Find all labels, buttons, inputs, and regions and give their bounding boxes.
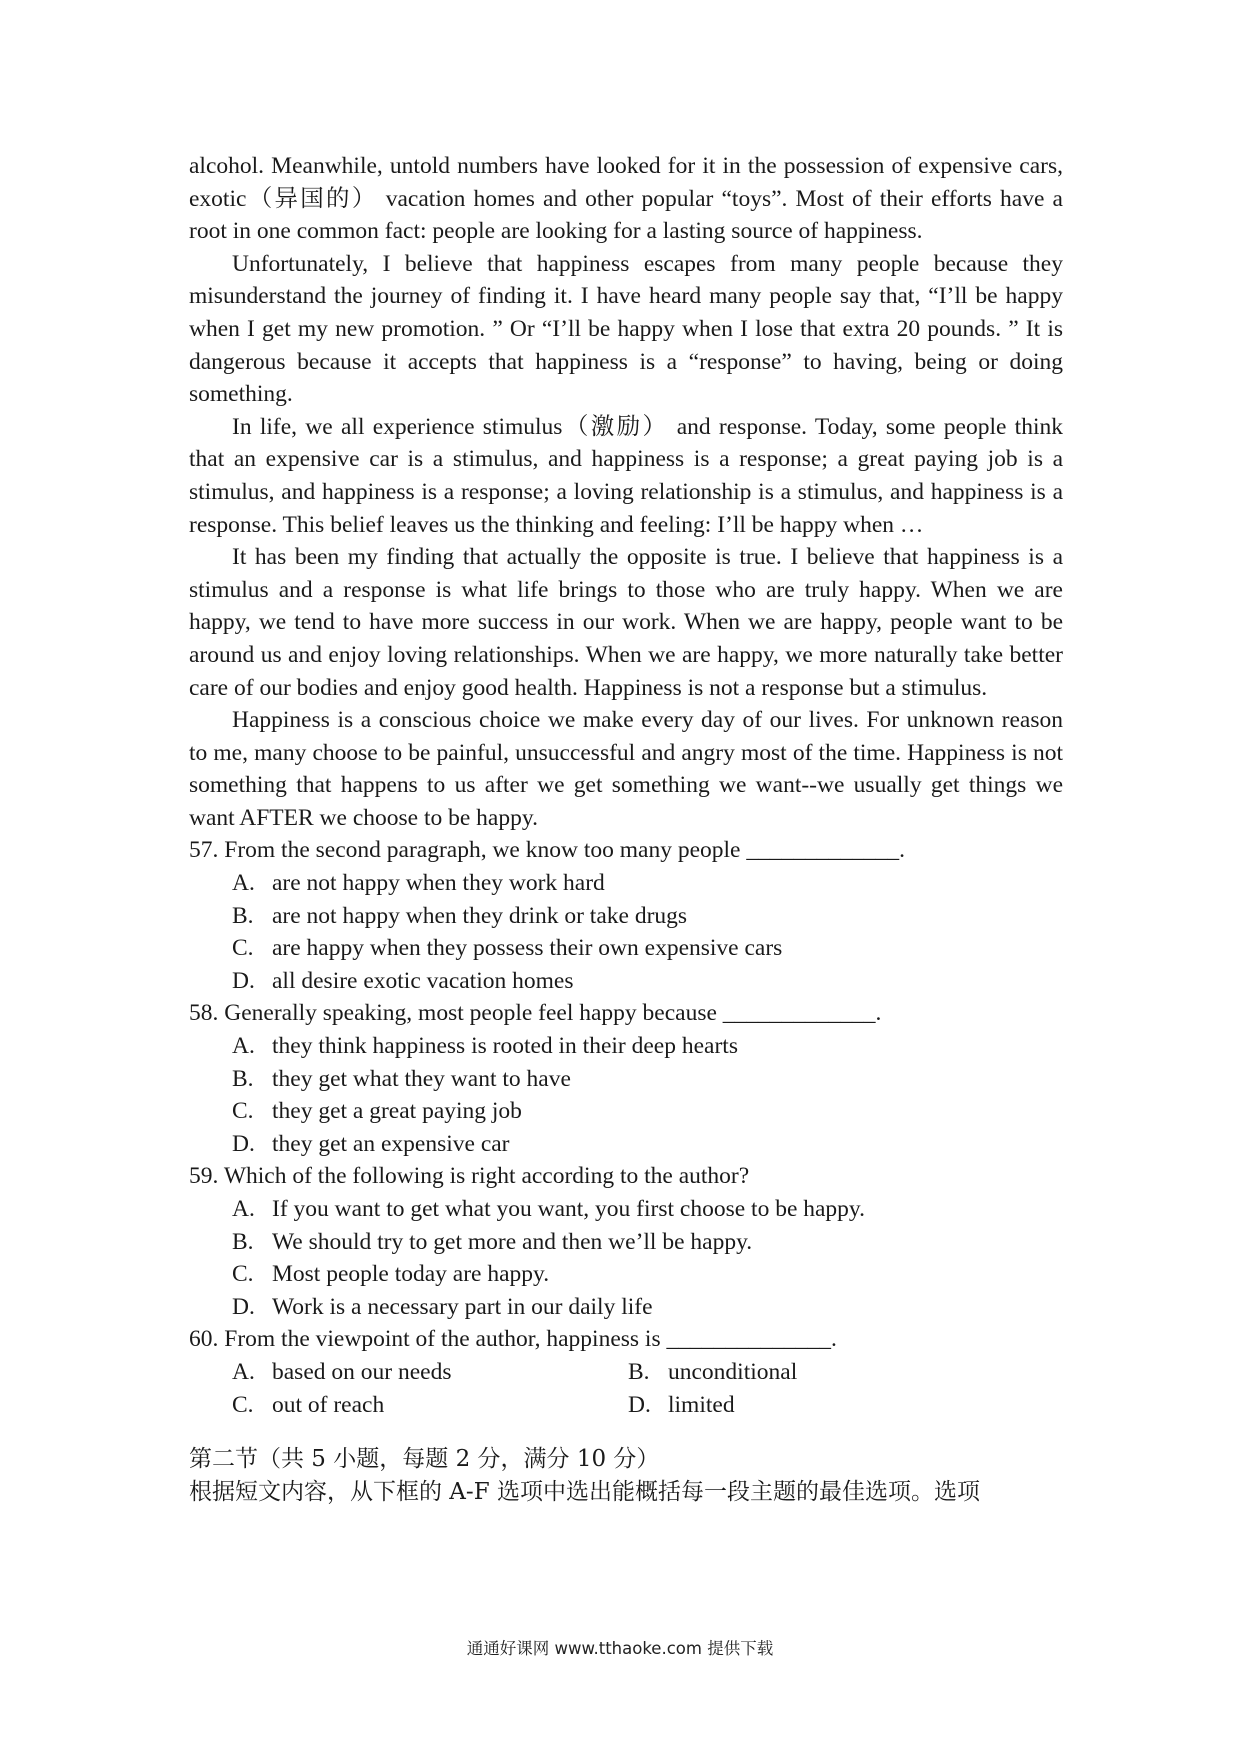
- option-text: If you want to get what you want, you first choose to be happy.: [272, 1196, 866, 1222]
- option-letter: B.: [232, 1065, 254, 1092]
- passage-paragraph-4: It has been my finding that actually the opposite is true. I believe that happiness is a stimulus and a response is what life brings to those who are truly happy. When we are happy, we tend to have more success in our work. When we are happy, people want to be around us and enjoy loving relationships. When we are happy, we more naturally take better care of our bodies and enjoy good health. Happiness is not a response but a stimulus.: [189, 544, 1063, 701]
- option-text: based on our needs: [272, 1358, 452, 1385]
- option-d[interactable]: [189, 1291, 1063, 1324]
- option-text: limited: [668, 1391, 735, 1418]
- option-b[interactable]: [628, 1356, 1024, 1389]
- question-stem: 59. Which of the following is right according to the author?: [189, 1163, 750, 1190]
- option-text: are not happy when they drink or take drugs: [272, 902, 688, 929]
- option-text: Most people today are happy.: [272, 1261, 550, 1288]
- option-c[interactable]: [232, 1389, 628, 1422]
- question-60: [189, 1323, 1063, 1421]
- section-2: [189, 1443, 1063, 1508]
- download-footer: 通通好课网 www.tthaoke.com 提供下载: [466, 1639, 774, 1658]
- option-text: they get a great paying job: [272, 1098, 522, 1125]
- option-letter: D.: [628, 1391, 651, 1418]
- question-59: [189, 1160, 1063, 1323]
- option-a[interactable]: [189, 867, 1063, 900]
- passage-paragraph-3: In life, we all experience stimulus（激励） and response. Today, some people think that an expensive car is a stimulus, and happiness is a response; a great paying job is a stimulus, and happiness is a response; a loving relationship is a stimulus, and happiness is a response. This belief leaves us the thinking and feeling: I’ll be happy when …: [189, 413, 1063, 538]
- option-c[interactable]: [189, 1258, 1063, 1291]
- option-c[interactable]: [189, 932, 1063, 965]
- question-stem: 58. Generally speaking, most people feel happy because _____________.: [189, 1000, 882, 1027]
- option-a[interactable]: [189, 1030, 1063, 1063]
- option-letter: A.: [232, 1196, 255, 1222]
- option-a[interactable]: [189, 1193, 1063, 1226]
- passage-paragraph-1: alcohol. Meanwhile, untold numbers have looked for it in the possession of expensive cars, exotic（异国的） vacation homes and other popular “toys”. Most of their efforts have a root in one common fact: people are looking for a lasting source of happiness.: [189, 153, 1063, 245]
- option-letter: D.: [232, 1293, 255, 1320]
- question-57: [189, 834, 1063, 997]
- option-letter: B.: [232, 902, 254, 929]
- option-a[interactable]: [232, 1356, 628, 1389]
- option-letter: A.: [232, 870, 255, 897]
- option-c[interactable]: [189, 1095, 1063, 1128]
- options-row: [189, 1389, 1063, 1422]
- option-letter: B.: [232, 1228, 254, 1255]
- option-text: Work is a necessary part in our daily life: [272, 1293, 653, 1320]
- option-text: they think happiness is rooted in their deep hearts: [272, 1033, 738, 1060]
- option-b[interactable]: [189, 1063, 1063, 1096]
- option-letter: C.: [232, 1098, 254, 1125]
- options-row: [189, 1356, 1063, 1389]
- option-text: are not happy when they work hard: [272, 870, 605, 897]
- option-d[interactable]: [189, 1128, 1063, 1161]
- option-text: unconditional: [668, 1358, 798, 1385]
- option-letter: D.: [232, 1130, 255, 1157]
- option-letter: D.: [232, 967, 255, 994]
- option-b[interactable]: [189, 900, 1063, 933]
- option-text: out of reach: [272, 1391, 385, 1418]
- option-letter: A.: [232, 1033, 255, 1060]
- option-text: they get an expensive car: [272, 1130, 510, 1157]
- question-58: [189, 997, 1063, 1160]
- option-letter: C.: [232, 1261, 254, 1288]
- passage-paragraph-5: Happiness is a conscious choice we make every day of our lives. For unknown reason to me, many choose to be painful, unsuccessful and angry most of the time. Happiness is not something that happens to us after we get something we want--we usually get things we want AFTER we choose to be happy.: [189, 707, 1063, 831]
- option-text: We should try to get more and then we’ll be happy.: [272, 1228, 753, 1255]
- option-letter: C.: [232, 1391, 254, 1418]
- question-stem: 60. From the viewpoint of the author, happiness is ______________.: [189, 1326, 837, 1353]
- section-heading: 第二节（共 5 小题，每题 2 分，满分 10 分）: [189, 1446, 660, 1473]
- option-letter: A.: [232, 1358, 255, 1385]
- option-text: they get what they want to have: [272, 1065, 571, 1092]
- passage-paragraph-2: Unfortunately, I believe that happiness escapes from many people because they misunderstand the journey of finding it. I have heard many people say that, “I’ll be happy when I get my new promotion. ” Or “I’ll be happy when I lose that extra 20 pounds. ” It is dangerous because it accepts that happiness is a “response” to having, being or doing something.: [189, 250, 1063, 408]
- exam-page: [189, 150, 1063, 1508]
- section-instruction: 根据短文内容，从下框的 A-F 选项中选出能概括每一段主题的最佳选项。选项: [189, 1478, 980, 1505]
- option-letter: C.: [232, 935, 254, 962]
- option-d[interactable]: [628, 1389, 1024, 1422]
- option-b[interactable]: [189, 1226, 1063, 1259]
- question-stem: 57. From the second paragraph, we know too many people _____________.: [189, 837, 905, 864]
- option-letter: B.: [628, 1358, 650, 1385]
- option-d[interactable]: [189, 965, 1063, 998]
- option-text: are happy when they possess their own expensive cars: [272, 935, 783, 962]
- option-text: all desire exotic vacation homes: [272, 967, 574, 994]
